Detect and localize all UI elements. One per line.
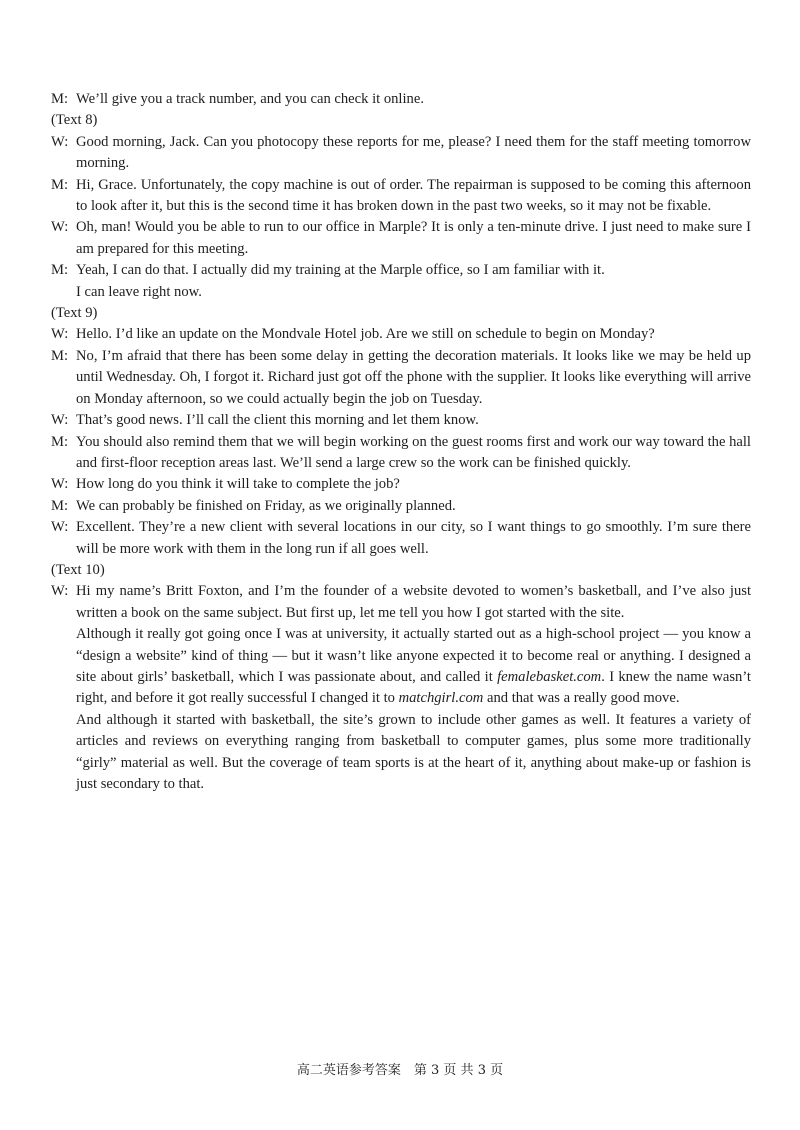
website-name: femalebasket.com	[497, 668, 602, 685]
dialogue-line	[51, 496, 751, 517]
page-footer: 高二英语参考答案 第 3 页 共 3 页	[296, 1063, 504, 1078]
dialogue-line	[51, 410, 751, 431]
dialogue-text: We’ll give you a track number, and you can check it online.	[76, 91, 424, 107]
section-heading-text10: (Text 10)	[51, 561, 105, 578]
speaker-label: M:	[51, 91, 69, 107]
dialogue-text: Good morning, Jack. Can you photocopy these reports for me, please? I need them for the staff meeting tomorrow morning.	[76, 133, 751, 172]
dialogue-text-continued: I can leave right now.	[76, 283, 202, 300]
dialogue-line	[51, 217, 751, 260]
dialogue-line	[51, 517, 751, 560]
section-heading-text8: (Text 8)	[51, 112, 98, 129]
transcript-body	[51, 89, 751, 795]
speaker-label: W:	[51, 412, 69, 429]
dialogue-text: That’s good news. I’ll call the client this morning and let them know.	[76, 412, 479, 429]
dialogue-line	[51, 260, 751, 303]
dialogue-text: How long do you think it will take to complete the job?	[76, 476, 400, 493]
dialogue-line	[51, 132, 751, 175]
monologue	[51, 581, 751, 795]
speaker-label: W:	[51, 476, 69, 493]
dialogue-text: Excellent. They’re a new client with several locations in our city, so I want things to go smoothly. I’m sure there will be more work with them in the long run if all goes well.	[76, 519, 751, 557]
dialogue-text: No, I’m afraid that there has been some delay in getting the decoration materials. It looks like we may be held up until Wednesday. Oh, I forgot it. Richard just got off the phone with the supplier. It looks like everything will arrive on Monday afternoon, so we could actually begin the job on Tuesday.	[76, 347, 751, 407]
speaker-label: W:	[51, 519, 69, 536]
website-name: matchgirl.com	[398, 690, 484, 707]
monologue-text: . I knew the name wasn’t right, and before it got really successful I changed it to	[76, 668, 751, 707]
dialogue-text: Yeah, I can do that. I actually did my training at the Marple office, so I am familiar with it.	[76, 262, 605, 279]
monologue-paragraph: And although it started with basketball, the site’s grown to include other games as well. It features a variety of articles and reviews on everything ranging from basketball to computer games, plus some more traditionally “girly” material as well. But the coverage of team sports is at the heart of it, anything about make-up or fashion is just secondary to that.	[76, 711, 751, 792]
dialogue-line	[51, 89, 751, 110]
monologue-text: and that was a really good move.	[486, 690, 680, 707]
dialogue-text: Hi, Grace. Unfortunately, the copy machine is out of order. The repairman is supposed to be coming this afternoon to look after it, but this is the second time it has broken down in the past two weeks, so it may not be fixable.	[76, 176, 751, 215]
speaker-label: W:	[51, 583, 69, 600]
speaker-label: M:	[51, 176, 69, 193]
speaker-label: M:	[51, 497, 69, 514]
dialogue-line	[51, 324, 751, 345]
speaker-label: W:	[51, 133, 69, 150]
dialogue-line	[51, 175, 751, 218]
monologue-paragraph	[76, 624, 751, 710]
monologue-text: Although it really got going once I was at university, it actually started out as a high-school project — you know a “design a website” kind of thing — but it wasn’t like anyone expected it to become real or anything. I designed a site about girls’ basketball, which I was passionate about, and called it	[76, 626, 751, 685]
speaker-label: M:	[51, 347, 69, 364]
speaker-label: M:	[51, 262, 69, 279]
dialogue-text: Oh, man! Would you be able to run to our office in Marple? It is only a ten-minute drive. I just need to make sure I am prepared for this meeting.	[76, 219, 751, 257]
dialogue-text: We can probably be finished on Friday, as we originally planned.	[76, 497, 456, 514]
speaker-label: W:	[51, 219, 69, 236]
dialogue-line	[51, 474, 751, 495]
speaker-label: M:	[51, 433, 69, 450]
dialogue-line	[51, 432, 751, 475]
monologue-paragraph: Hi my name’s Britt Foxton, and I’m the founder of a website devoted to women’s basketball, and I’ve also just written a book on the same subject. But first up, let me tell you how I got started with the site.	[76, 583, 751, 621]
dialogue-line	[51, 346, 751, 410]
dialogue-text: You should also remind them that we will begin working on the guest rooms first and work our way toward the hall and first-floor reception areas last. We’ll send a large crew so the work can be finished quickly.	[76, 433, 751, 471]
speaker-label: W:	[51, 326, 69, 343]
section-heading-text9: (Text 9)	[51, 305, 98, 322]
dialogue-text: Hello. I’d like an update on the Mondvale Hotel job. Are we still on schedule to begin on Monday?	[76, 326, 655, 343]
